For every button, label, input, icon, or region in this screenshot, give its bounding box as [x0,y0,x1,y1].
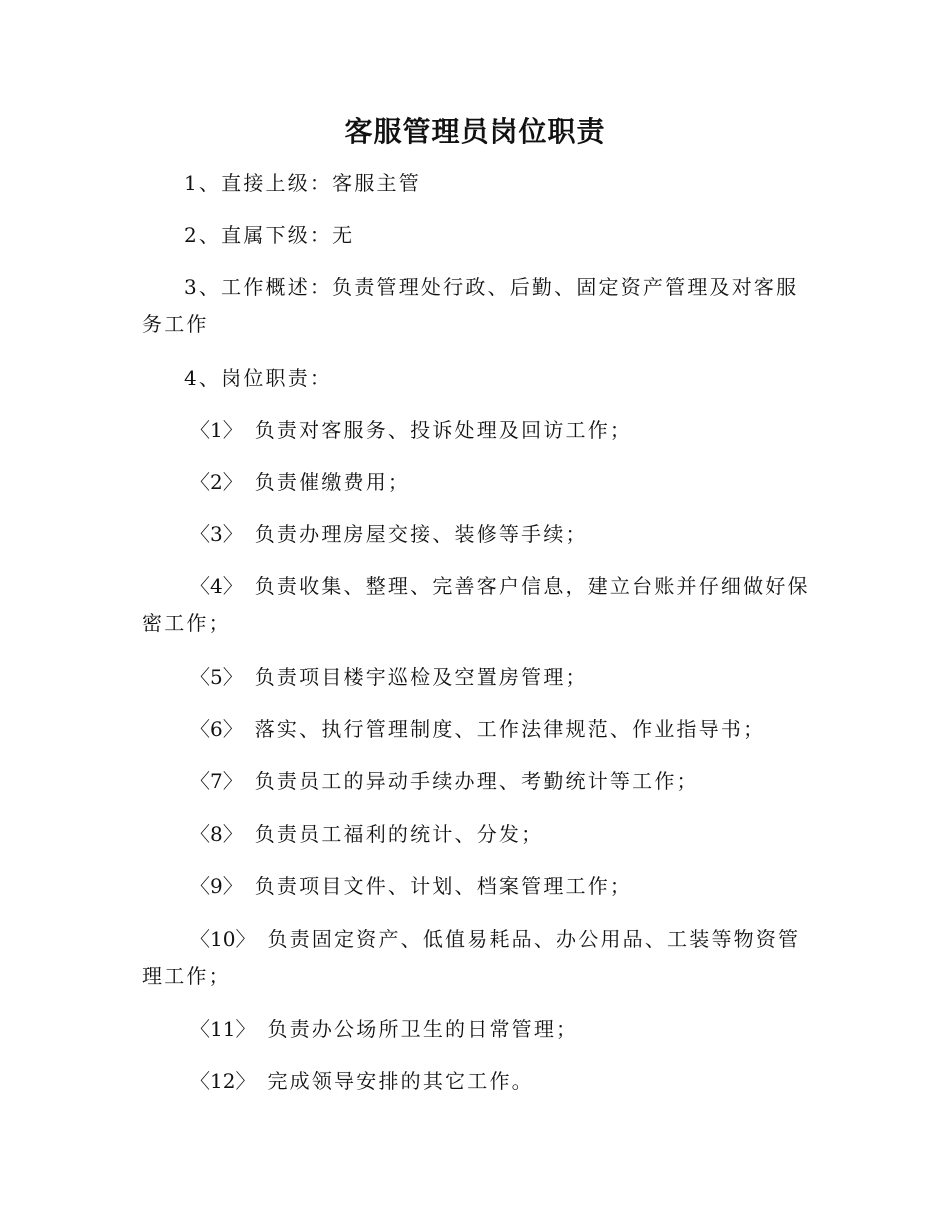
duty-text: 完成领导安排的其它工作。 [267,1069,534,1093]
item-job-duties-heading: 4、岗位职责： [184,366,333,390]
duty-item [142,659,810,696]
duty-number: 〈3〉 [190,522,243,546]
duty-number: 〈6〉 [190,717,243,741]
duty-text: 负责办理房屋交接、装修等手续； [254,522,588,546]
duty-number: 〈8〉 [190,822,243,846]
duty-item [142,1011,810,1048]
duty-number: 〈1〉 [190,418,243,442]
document-title: 客服管理员岗位职责 [344,115,606,148]
duty-number: 〈2〉 [190,470,243,494]
duty-text: 负责员工的异动手续办理、考勤统计等工作； [254,769,699,793]
duty-text: 负责项目楼宇巡检及空置房管理； [254,665,588,689]
duty-item [142,868,810,905]
duty-number: 〈4〉 [190,574,243,598]
duty-item [142,1063,810,1100]
item-direct-subordinate: 2、直属下级：无 [184,223,355,247]
duty-number: 〈7〉 [190,769,243,793]
duty-text: 负责催缴费用； [254,470,411,494]
duty-item [142,464,810,501]
duty-text: 负责对客服务、投诉处理及回访工作； [254,418,633,442]
item-job-overview: 3、工作概述：负责管理处行政、后勤、固定资产管理及对客服务工作 [142,275,799,336]
duty-item [142,412,810,449]
duty-item [142,816,810,853]
duty-number: 〈11〉 [190,1017,256,1041]
duty-item [142,763,810,800]
duty-number: 〈10〉 [190,927,256,951]
duty-item [142,568,810,642]
item-direct-superior: 1、直接上级：客服主管 [184,171,421,195]
duty-text: 落实、执行管理制度、工作法律规范、作业指导书； [254,717,766,741]
duty-text: 负责项目文件、计划、档案管理工作； [254,874,633,898]
duty-item [142,516,810,553]
duty-text: 负责收集、整理、完善客户信息，建立台账并仔细做好保密工作； [142,574,810,635]
duty-text: 负责固定资产、低值易耗品、办公用品、工装等物资管理工作； [142,927,801,988]
duty-number: 〈9〉 [190,874,243,898]
duty-text: 负责员工福利的统计、分发； [254,822,544,846]
duty-item [142,711,810,748]
duty-item [142,921,810,995]
duty-number: 〈12〉 [190,1069,256,1093]
duty-text: 负责办公场所卫生的日常管理； [267,1017,579,1041]
duty-number: 〈5〉 [190,665,243,689]
